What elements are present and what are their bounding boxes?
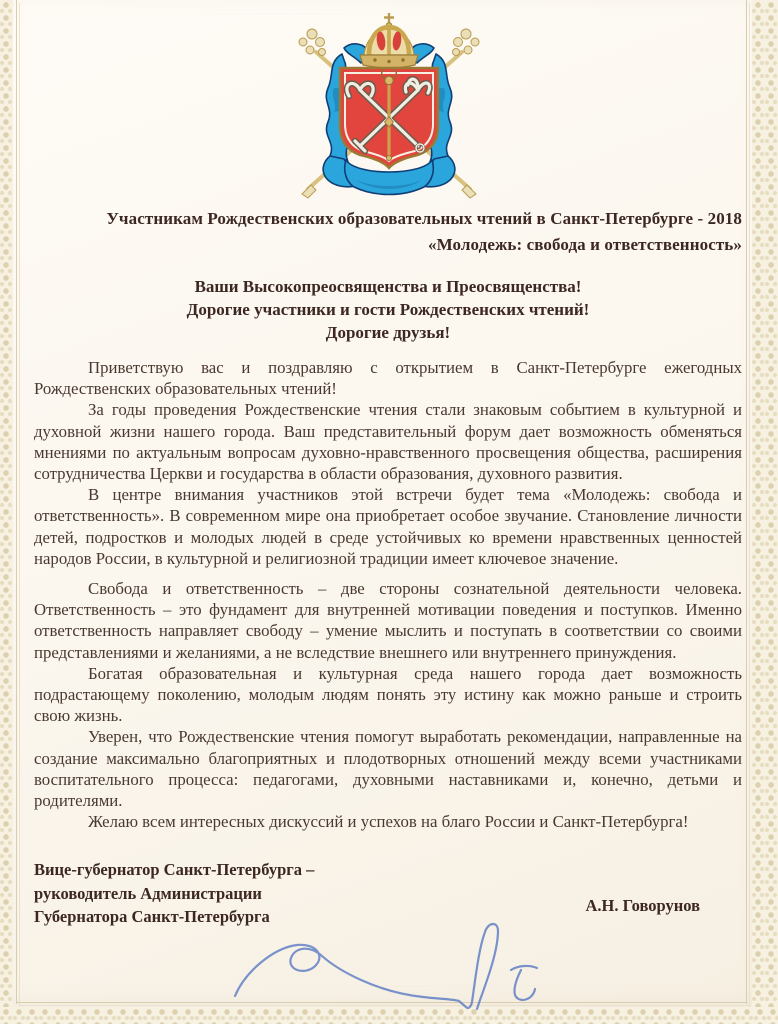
salutation-line-2: Дорогие участники и гости Рождественских чтений! [186,300,590,319]
ornament-border-right [752,0,778,1024]
letter-title [34,206,742,258]
position-line-1: Вице-губернатор Санкт-Петербурга – [34,860,315,880]
salutation-line-1: Ваши Высокопреосвященства и Преосвященства! [194,277,582,296]
position-line-2: руководитель Администрации [34,883,262,903]
position-line-3: Губернатора Санкт-Петербурга [34,907,270,927]
letter-content [34,0,742,929]
handwritten-signature-icon [225,912,545,1017]
frame-line-left [16,0,17,1004]
paragraph: Свобода и ответственность – две стороны сознательной деятельности человека. Ответственность – это фундамент для внутренней мотивации поведения и поступков. Именно ответственность направляет свободу – умение мыслить и поступать в соответствии со своими представлениями и желаниями, а не вследствие внешнего или внутреннего принуждения. [34,579,742,662]
paragraph: За годы проведения Рождественские чтения стали знаковым событием в культурной и духовной жизни нашего города. Ваш представительный форум дает возможность обменяться мнениями по актуальным вопросам духовно-нравственного просвещения общества, расширения сотрудничества Церкви и государства в области образования, духовного развития. [34,400,742,484]
signer-name: А.Н. Говорунов [585,896,700,916]
ornament-border-left [0,0,13,1024]
paragraph: Богатая образовательная и культурная среда нашего города дает возможность подрастающему поколению, молодым людям понять эту истину как можно раньше и строить свою жизнь. [34,663,742,726]
paragraph: В центре внимания участников этой встречи будет тема «Молодежь: свобода и ответственность». В современном мире она приобретает особое звучание. Становление личности детей, подростков и молодых людей в среде устойчивых ко времени нравственных ценностей народов России, в культурной и религиозной традиции имеет ключевое значение. [34,485,742,568]
paragraph: Приветствую вас и поздравляю с открытием в Санкт-Петербурге ежегодных Рождественских образовательных чтений! [34,358,742,399]
salutation-line-3: Дорогие друзья! [325,323,451,342]
title-line-2: «Молодежь: свобода и ответственность» [427,235,742,254]
frame-line-right [746,0,747,1004]
paragraph: Желаю всем интересных дискуссий и успехов на благо России и Санкт-Петербурга! [88,812,689,832]
letter-body [34,357,742,832]
title-line-1: Участникам Рождественских образовательных чтений в Санкт-Петербурге - 2018 [106,209,742,228]
salutation [34,275,742,344]
paragraph: Уверен, что Рождественские чтения помогут выработать рекомендации, направленные на создание максимально благоприятных и плодотворных отношений между всеми участниками воспитательного процесса: педагогами, духовными наставниками и, конечно, детьми и родителями. [34,727,742,811]
